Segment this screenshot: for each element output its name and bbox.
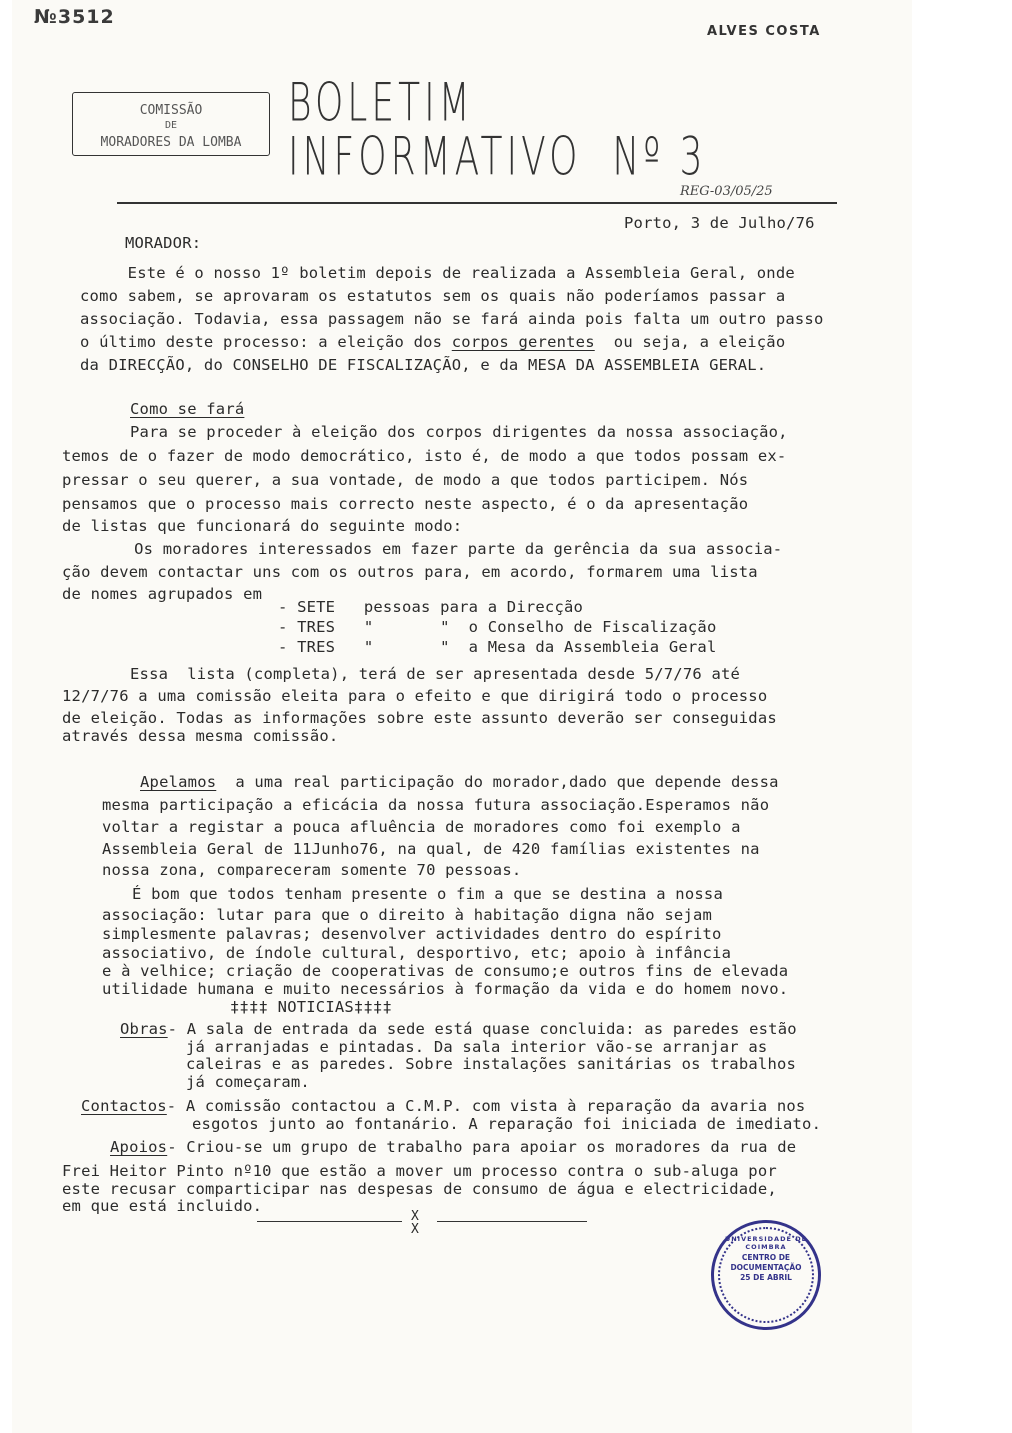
list-item-conselho bbox=[278, 620, 717, 636]
news-obras-line-4: já começaram. bbox=[186, 1073, 310, 1091]
news-apoios-text: - Criou-se um grupo de trabalho para apoiar os moradores da rua de bbox=[167, 1138, 797, 1156]
news-obras-line-2: já arranjadas e pintadas. Da sala interior vão-se arranjar as bbox=[186, 1038, 768, 1056]
news-heading: ‡‡‡‡ NOTICIAS‡‡‡‡ bbox=[230, 998, 393, 1016]
how-line-2: temos de o fazer de modo democrático, isto é, de modo a que todos possam ex- bbox=[62, 447, 787, 465]
how-line-4: pensamos que o processo mais correcto neste aspecto, é o da apresentação bbox=[62, 495, 749, 513]
news-apoios-line-4: em que está incluido. bbox=[62, 1197, 263, 1215]
appeal-text: a uma real participação do morador,dado que depende dessa bbox=[216, 773, 779, 791]
appeal-line-5: nossa zona, compareceram somente 70 pessoas. bbox=[102, 861, 522, 879]
stamp-line-3: 25 DE ABRIL bbox=[740, 1273, 792, 1282]
intro-line-2: como sabem, se aprovaram os estatutos sem os quais não poderíamos passar a bbox=[80, 287, 786, 305]
list-count: - SETE bbox=[278, 598, 336, 616]
how-line-3: pressar o seu querer, a sua vontade, de modo a que todos participem. Nós bbox=[62, 471, 749, 489]
handwritten-reference: REG-03/05/25 bbox=[680, 184, 773, 199]
deadline-line-1: Essa lista (completa), terá de ser apresentada desde 5/7/76 até bbox=[130, 665, 741, 683]
news-contactos-line-1 bbox=[81, 1099, 805, 1115]
stamp-line-1: CENTRO DE bbox=[741, 1253, 791, 1262]
news-apoios-line-2: Frei Heitor Pinto nº10 que estão a mover um processo contra o sub-aluga por bbox=[62, 1162, 777, 1180]
end-rule-left bbox=[257, 1221, 402, 1222]
list-text: pessoas para a Direcção bbox=[363, 598, 584, 616]
list-item-mesa bbox=[278, 640, 717, 656]
committee-line-2: DE bbox=[164, 120, 178, 131]
news-obras-line-3: caleiras e as paredes. Sobre instalações sanitárias os trabalhos bbox=[186, 1055, 797, 1073]
bulletin-title-line-2: INFORMATIVO Nº 3 bbox=[288, 128, 707, 188]
how-line-8: de nomes agrupados em bbox=[62, 585, 263, 603]
committee-box bbox=[72, 92, 270, 156]
appeal-line-7: associação: lutar para que o direito à habitação digna não sejam bbox=[102, 906, 713, 924]
end-mark-bottom: X bbox=[411, 1222, 420, 1237]
archive-author: ALVES COSTA bbox=[707, 24, 821, 39]
how-line-6: Os moradores interessados em fazer parte da gerência da sua associa- bbox=[96, 540, 783, 558]
intro-line-3: associação. Todavia, essa passagem não se fará ainda pois falta um outro passo bbox=[80, 310, 824, 328]
stamp-line-2: DOCUMENTAÇÃO bbox=[730, 1263, 802, 1272]
stamp-outer-text: UNIVERSIDADE DE COIMBRA bbox=[724, 1235, 808, 1251]
how-line-7: ção devem contactar uns com os outros para, em acordo, formarem uma lista bbox=[62, 563, 758, 581]
appeal-line-6: É bom que todos tenham presente o fim a que se destina a nossa bbox=[132, 885, 723, 903]
document-page bbox=[12, 0, 912, 1433]
appeal-line-9: associativo, de índole cultural, desportivo, etc; apoio à infância bbox=[102, 944, 732, 962]
appeal-line-8: simplesmente palavras; desenvolver actividades dentro do espírito bbox=[102, 925, 722, 943]
committee-line-1: COMISSÃO bbox=[139, 103, 203, 118]
intro-line-4-end: ou seja, a eleição bbox=[594, 333, 786, 351]
section-heading: Como se fará bbox=[130, 400, 245, 418]
news-obras-label: Obras bbox=[120, 1020, 168, 1038]
intro-line-4-start: o último deste processo: a eleição dos bbox=[80, 333, 452, 351]
list-text: " " a Mesa da Assembleia Geral bbox=[363, 638, 717, 656]
news-contactos-line-2: esgotos junto ao fontanário. A reparação foi iniciada de imediato. bbox=[192, 1115, 822, 1133]
date-line: Porto, 3 de Julho/76 bbox=[624, 214, 815, 232]
appeal-line-1 bbox=[140, 775, 779, 791]
news-apoios-line-1 bbox=[110, 1140, 796, 1156]
end-rule-right bbox=[437, 1221, 587, 1222]
news-obras-text: - A sala de entrada da sede está quase concluida: as paredes estão bbox=[167, 1020, 797, 1038]
news-apoios-label: Apoios bbox=[110, 1138, 168, 1156]
corpos-gerentes-underlined: corpos gerentes bbox=[451, 333, 595, 351]
deadline-line-4: através dessa mesma comissão. bbox=[62, 727, 339, 745]
archive-stamp bbox=[711, 1220, 821, 1330]
list-count: - TRES bbox=[278, 618, 336, 636]
news-contactos-label: Contactos bbox=[81, 1097, 167, 1115]
deadline-line-3: de eleição. Todas as informações sobre este assunto deverão ser conseguidas bbox=[62, 709, 777, 727]
intro-line-4 bbox=[80, 335, 785, 351]
salutation: MORADOR: bbox=[125, 234, 202, 252]
committee-line-3: MORADORES DA LOMBA bbox=[100, 135, 242, 150]
archive-number: №3512 bbox=[34, 6, 115, 28]
news-contactos-text: - A comissão contactou a C.M.P. com vista à reparação da avaria nos bbox=[166, 1097, 806, 1115]
list-count: - TRES bbox=[278, 638, 336, 656]
appeal-line-4: Assembleia Geral de 11Junho76, na qual, de 420 famílias existentes na bbox=[102, 840, 760, 858]
appeal-line-2: mesma participação a eficácia da nossa futura associação.Esperamos não bbox=[102, 796, 770, 814]
appeal-lead: Apelamos bbox=[140, 773, 217, 791]
how-line-5: de listas que funcionará do seguinte modo: bbox=[62, 517, 463, 535]
stamp-inner-text bbox=[714, 1253, 818, 1283]
list-item-direccao bbox=[278, 600, 583, 616]
news-obras-line-1 bbox=[120, 1022, 797, 1038]
header-rule bbox=[117, 202, 837, 204]
appeal-line-10: e à velhice; criação de cooperativas de consumo;e outros fins de elevada bbox=[102, 962, 789, 980]
intro-line-1: Este é o nosso 1º boletim depois de realizada a Assembleia Geral, onde bbox=[80, 264, 795, 282]
deadline-line-2: 12/7/76 a uma comissão eleita para o efeito e que dirigirá todo o processo bbox=[62, 687, 768, 705]
appeal-line-11: utilidade humana e muito necessários à formação da vida e do homem novo. bbox=[102, 980, 789, 998]
list-text: " " o Conselho de Fiscalização bbox=[363, 618, 717, 636]
appeal-line-3: voltar a registar a pouca afluência de moradores como foi exemplo a bbox=[102, 818, 741, 836]
how-line-1: Para se proceder à eleição dos corpos dirigentes da nossa associação, bbox=[130, 423, 788, 441]
intro-line-5: da DIRECÇÃO, do CONSELHO DE FISCALIZAÇÃO, e da MESA DA ASSEMBLEIA GERAL. bbox=[80, 356, 767, 374]
bulletin-title-line-1: BOLETIM bbox=[288, 74, 474, 134]
end-mark-top: X bbox=[411, 1209, 420, 1224]
news-apoios-line-3: este recusar comparticipar nas despesas de consumo de água e electricidade, bbox=[62, 1180, 777, 1198]
